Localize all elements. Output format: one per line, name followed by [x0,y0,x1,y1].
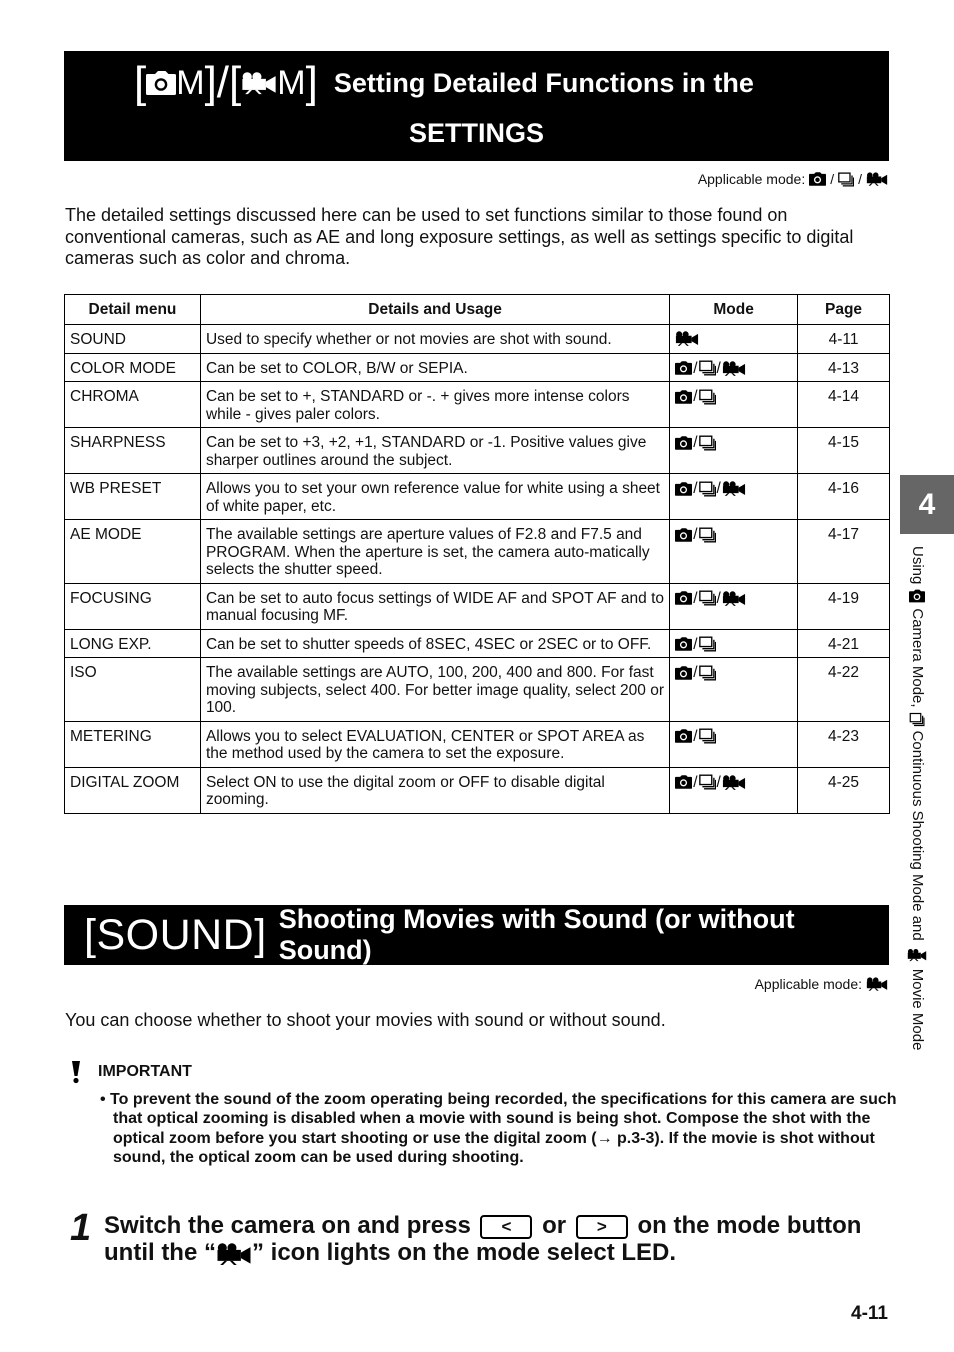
header-mode: Mode [670,295,798,325]
mode-cell [670,353,798,382]
continuous-shooting-icon [699,389,716,405]
details-usage-cell: The available settings are aperture values of F2.8 and F7.5 and PROGRAM. When the aperture is set, the camera auto-matically selects the shutter speed. [200,520,669,584]
table-row [65,629,890,658]
camera-icon [910,589,926,603]
movie-icon [722,361,746,376]
table-row [65,474,890,520]
mode-cell [670,520,798,584]
continuous-shooting-icon [699,360,716,376]
movie-icon [241,71,277,95]
camera-icon [146,71,176,95]
mode-cell [670,428,798,474]
header-detail-menu: Detail menu [65,295,201,325]
page-cell: 4-16 [798,474,890,520]
mode-cell [670,767,798,813]
table-row [65,658,890,722]
camera-icon [675,666,692,680]
camera-m-mode [146,64,204,103]
step-text: or [542,1212,567,1239]
movie-icon [722,591,746,606]
continuous-shooting-icon [699,774,716,790]
table-row [65,353,890,382]
table-row [65,428,890,474]
details-usage-cell: Can be set to shutter speeds of 8SEC, 4SEC or 2SEC or to OFF. [200,629,669,658]
separator: / [693,526,698,543]
mode-cell [670,382,798,428]
separator: / [693,589,698,607]
page-cell: 4-21 [798,629,890,658]
details-usage-cell: Can be set to auto focus settings of WIDE AF and SPOT AF and to manual focusing MF. [200,583,669,629]
movie-icon [908,948,928,962]
side-text: Continuous Shooting Mode and [909,730,926,941]
detail-menu-cell: WB PRESET [65,474,201,520]
page-cell: 4-22 [798,658,890,722]
continuous-shooting-icon [910,712,925,726]
mid-brackets: ]/[ [204,58,242,107]
section-banner-settings [64,51,889,161]
detail-menu-table [64,294,890,814]
camera-icon [675,591,692,605]
details-usage-cell: Used to specify whether or not movies are shot with sound. [200,325,669,354]
page-cell: 4-13 [798,353,890,382]
camera-icon [675,361,692,375]
camera-icon [675,637,692,651]
movie-icon [216,1243,252,1265]
open-bracket: [ [134,58,147,107]
detail-menu-cell: SHARPNESS [65,428,201,474]
page-cell: 4-11 [798,325,890,354]
movie-m-mode [241,64,305,103]
step-text: ” icon lights on the mode select LED. [251,1239,677,1266]
page-cell: 4-19 [798,583,890,629]
left-key-icon: < [480,1215,532,1239]
separator: / [830,171,835,187]
detail-menu-cell: METERING [65,721,201,767]
movie-icon [866,977,888,991]
important-note [68,1060,898,1167]
detail-menu-cell: DIGITAL ZOOM [65,767,201,813]
separator: / [693,635,698,653]
separator: / [858,171,862,187]
continuous-shooting-icon [699,636,716,652]
table-row [65,767,890,813]
intro-paragraph: The detailed settings discussed here can be used to set functions similar to those found on conventional cameras, such as AE and long exposure settings, as well as settings specific to digital cameras such as color and chroma. [65,205,854,268]
table-row [65,721,890,767]
detail-menu-cell: LONG EXP. [65,629,201,658]
applicable-mode [755,976,888,992]
detail-menu-cell: AE MODE [65,520,201,584]
separator: / [716,480,721,497]
m-letter: M [176,63,205,102]
movie-icon [866,172,888,186]
continuous-shooting-icon [699,590,716,606]
details-usage-cell: The available settings are AUTO, 100, 200, 400 and 800. For fast moving subjects, select 400. For better image quality, select 200 or 100. [200,658,669,722]
mode-cell [670,658,798,722]
side-text: Camera Mode, [909,608,926,708]
detail-menu-cell: ISO [65,658,201,722]
header-page: Page [798,295,890,325]
chapter-side-label [909,546,926,1050]
details-usage-cell: Can be set to COLOR, B/W or SEPIA. [200,353,669,382]
sound-intro-paragraph: You can choose whether to shoot your movies with sound or without sound. [65,1010,666,1030]
page-cell: 4-17 [798,520,890,584]
right-key-icon: > [576,1215,628,1239]
important-label: IMPORTANT [98,1063,192,1080]
page-number: 4-11 [851,1303,888,1324]
detail-menu-cell: COLOR MODE [65,353,201,382]
mode-cell [670,629,798,658]
camera-icon [675,482,692,496]
banner-title-row [134,57,754,109]
banner-subtitle-line2: SETTINGS [408,118,544,148]
table-header-row [65,295,890,325]
continuous-shooting-icon [699,527,716,543]
separator: / [693,359,698,377]
details-usage-cell: Allows you to select EVALUATION, CENTER or SPOT AREA as the method used by the camera to set the exposure. [200,721,669,767]
m-letter: M [277,63,306,102]
separator: / [693,434,698,451]
camera-icon [809,172,826,186]
table-row [65,520,890,584]
page-cell: 4-23 [798,721,890,767]
table-row [65,583,890,629]
table-row [65,325,890,354]
detail-menu-cell: SOUND [65,325,201,354]
section-banner-sound [64,905,889,965]
step-text: Switch the camera on and press [104,1212,471,1239]
banner-title: [SOUND] [84,910,267,959]
separator: / [693,664,698,681]
movie-icon [722,481,746,496]
header-details-usage: Details and Usage [200,295,669,325]
step-number: 1 [70,1207,92,1249]
banner-subtitle: Shooting Movies with Sound (or without Sound) [278,904,795,965]
mode-cell [670,583,798,629]
page-cell: 4-14 [798,382,890,428]
mode-cell [670,325,798,354]
separator: / [693,388,698,405]
mode-cell [670,474,798,520]
exclamation-icon [68,1060,84,1084]
chapter-tab: 4 [900,475,954,534]
details-usage-cell: Select ON to use the digital zoom or OFF to disable digital zooming. [200,767,669,813]
table-row [65,382,890,428]
movie-icon [675,331,699,346]
mode-cell [670,721,798,767]
camera-icon [675,729,692,743]
separator: / [693,773,698,791]
separator: / [693,480,698,497]
separator: / [693,727,698,745]
camera-icon [675,775,692,789]
separator: / [716,589,721,607]
step-text: on the mode button until the “ [104,1212,862,1266]
continuous-shooting-icon [699,728,716,744]
applicable-mode-label: Applicable mode: [697,171,806,187]
applicable-mode [698,171,888,187]
important-body: • To prevent the sound of the zoom operating being recorded, the specifications for this camera are such that optical zooming is disabled when a movie with sound is being shot. Compose the shot with the optical zoom before you start shooting or use the digital zoom (→ p.3-3). If the movie is shot without sound, the optical zoom can be used during shooting. [100,1091,897,1166]
details-usage-cell: Can be set to +3, +2, +1, STANDARD or -1. Positive values give sharper outlines around the subject. [200,428,669,474]
camera-icon [675,436,692,450]
close-bracket: ] [305,58,318,107]
details-usage-cell: Can be set to +, STANDARD or -. + gives more intense colors while - gives paler colors. [200,382,669,428]
continuous-shooting-icon [699,435,716,451]
separator: / [716,359,721,377]
step-instruction [104,1212,864,1266]
continuous-shooting-icon [699,481,716,497]
continuous-shooting-icon [838,172,854,187]
banner-subtitle: Setting Detailed Functions in the [333,67,754,98]
applicable-mode-label: Applicable mode: [754,976,862,992]
detail-menu-cell: FOCUSING [65,583,201,629]
page-cell: 4-15 [798,428,890,474]
camera-icon [675,528,692,542]
continuous-shooting-icon [699,665,716,681]
movie-icon [722,775,746,790]
camera-icon [675,390,692,404]
separator: / [716,773,721,791]
page-cell: 4-25 [798,767,890,813]
side-text: Using [909,546,926,585]
side-text: Movie Mode [909,968,926,1051]
detail-menu-cell: CHROMA [65,382,201,428]
details-usage-cell: Allows you to set your own reference value for white using a sheet of white paper, etc. [200,474,669,520]
